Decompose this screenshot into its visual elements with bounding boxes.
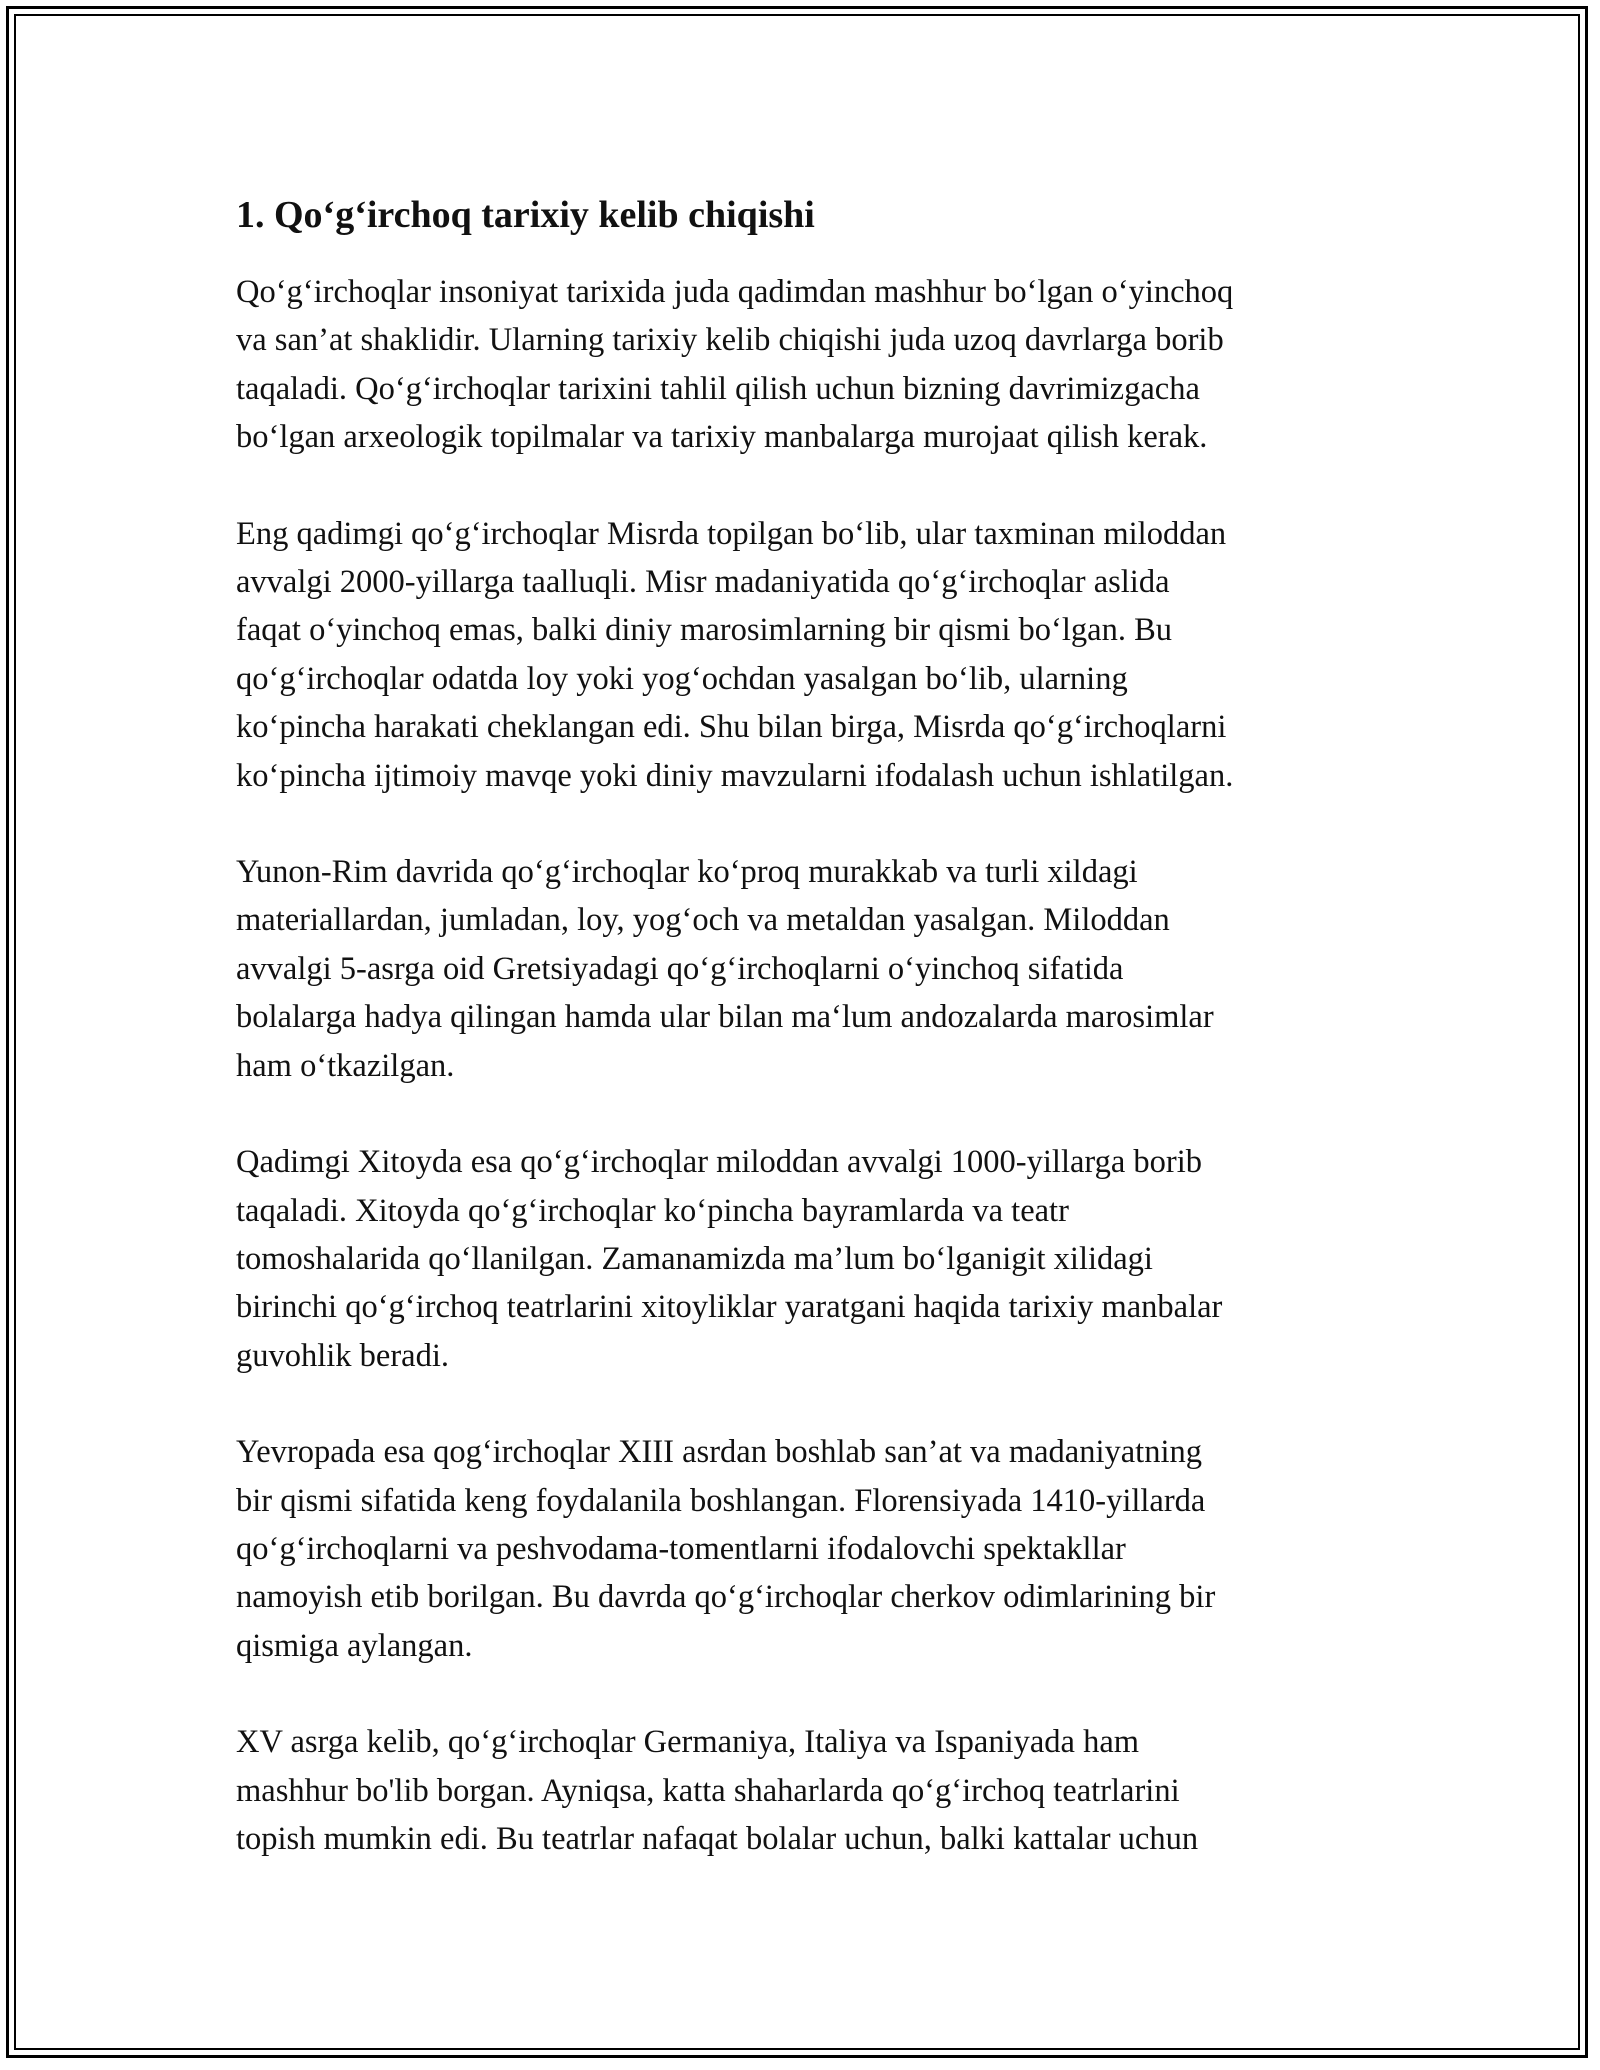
- paragraph-line: ham o‘tkazilgan.: [236, 1047, 455, 1084]
- paragraph-line: faqat o‘yinchoq emas, balki diniy marosimlarning bir qismi bo‘lgan. Bu: [236, 612, 1173, 649]
- paragraph-line: birinchi qo‘g‘irchoq teatrlarini xitoyliklar yaratgani haqida tarixiy manbalar: [236, 1289, 1223, 1326]
- paragraph-line: ko‘pincha ijtimoiy mavqe yoki diniy mavzularni ifodalash uchun ishlatilgan.: [236, 757, 1234, 794]
- paragraph-line: Qadimgi Xitoyda esa qo‘g‘irchoqlar miloddan avvalgi 1000-yillarga borib: [236, 1144, 1203, 1181]
- paragraph-line: bir qismi sifatida keng foydalanila boshlangan. Florensiyada 1410-yillarda: [236, 1482, 1206, 1519]
- paragraph: [236, 1718, 1396, 1863]
- paragraph: [236, 848, 1396, 1090]
- paragraph-line: ko‘pincha harakati cheklangan edi. Shu bilan birga, Misrda qo‘g‘irchoqlarni: [236, 709, 1227, 746]
- paragraph-line: Qo‘g‘irchoqlar insoniyat tarixida juda qadimdan mashhur bo‘lgan o‘yinchoq: [236, 274, 1234, 310]
- paragraph-line: qismiga aylangan.: [236, 1627, 473, 1664]
- paragraph-line: materiallardan, jumladan, loy, yog‘och va metaldan yasalgan. Miloddan: [236, 902, 1170, 939]
- paragraph: [236, 1138, 1396, 1380]
- paragraph: [236, 268, 1396, 462]
- paragraph-line: qo‘g‘irchoqlarni va peshvodama-tomentlarni ifodalovchi spektakllar: [236, 1530, 1126, 1567]
- document-body: [236, 184, 1396, 1911]
- paragraph-line: taqaladi. Xitoyda qo‘g‘irchoqlar ko‘pincha bayramlarda va teatr: [236, 1192, 1069, 1229]
- paragraph-line: avvalgi 2000-yillarga taalluqli. Misr madaniyatida qo‘g‘irchoqlar aslida: [236, 564, 1170, 601]
- paragraph-line: avvalgi 5-asrga oid Gretsiyadagi qo‘g‘irchoqlarni o‘yinchoq sifatida: [236, 950, 1124, 987]
- paragraph-line: mashhur bo'lib borgan. Ayniqsa, katta shaharlarda qo‘g‘irchoq teatrlarini: [236, 1772, 1180, 1809]
- paragraph-line: va san’at shaklidir. Ularning tarixiy kelib chiqishi juda uzoq davrlarga borib: [236, 322, 1224, 359]
- paragraph-line: guvohlik beradi.: [236, 1337, 450, 1374]
- paragraph-line: topish mumkin edi. Bu teatrlar nafaqat bolalar uchun, balki kattalar uchun: [236, 1820, 1199, 1857]
- paragraph: [236, 1428, 1396, 1670]
- paragraph-line: Eng qadimgi qo‘g‘irchoqlar Misrda topilgan bo‘lib, ular taxminan miloddan: [236, 515, 1227, 552]
- paragraph-line: taqaladi. Qo‘g‘irchoqlar tarixini tahlil qilish uchun bizning davrimizgacha: [236, 370, 1200, 407]
- paragraph-line: bolalarga hadya qilingan hamda ular bilan ma‘lum andozalarda marosimlar: [236, 999, 1214, 1036]
- paragraph-line: tomoshalarida qo‘llanilgan. Zamanamizda ma’lum bo‘lganigit xilidagi: [236, 1240, 1153, 1277]
- paragraph: [236, 510, 1396, 800]
- paragraph-line: bo‘lgan arxeologik topilmalar va tarixiy manbalarga murojaat qilish kerak.: [236, 419, 1208, 456]
- paragraph-line: Yunon-Rim davrida qo‘g‘irchoqlar ko‘proq murakkab va turli xildagi: [236, 854, 1138, 891]
- section-heading: 1. Qo‘g‘irchoq tarixiy kelib chiqishi: [236, 194, 815, 236]
- paragraph-line: XV asrga kelib, qo‘g‘irchoqlar Germaniya, Italiya va Ispaniyada ham: [236, 1724, 1140, 1761]
- paragraph-list: [236, 268, 1396, 1863]
- paragraph-line: qo‘g‘irchoqlar odatda loy yoki yog‘ochdan yasalgan bo‘lib, ularning: [236, 660, 1128, 697]
- paragraph-line: namoyish etib borilgan. Bu davrda qo‘g‘irchoqlar cherkov odimlarining bir: [236, 1579, 1216, 1616]
- paragraph-line: Yevropada esa qog‘irchoqlar XIII asrdan boshlab san’at va madaniyatning: [236, 1434, 1202, 1471]
